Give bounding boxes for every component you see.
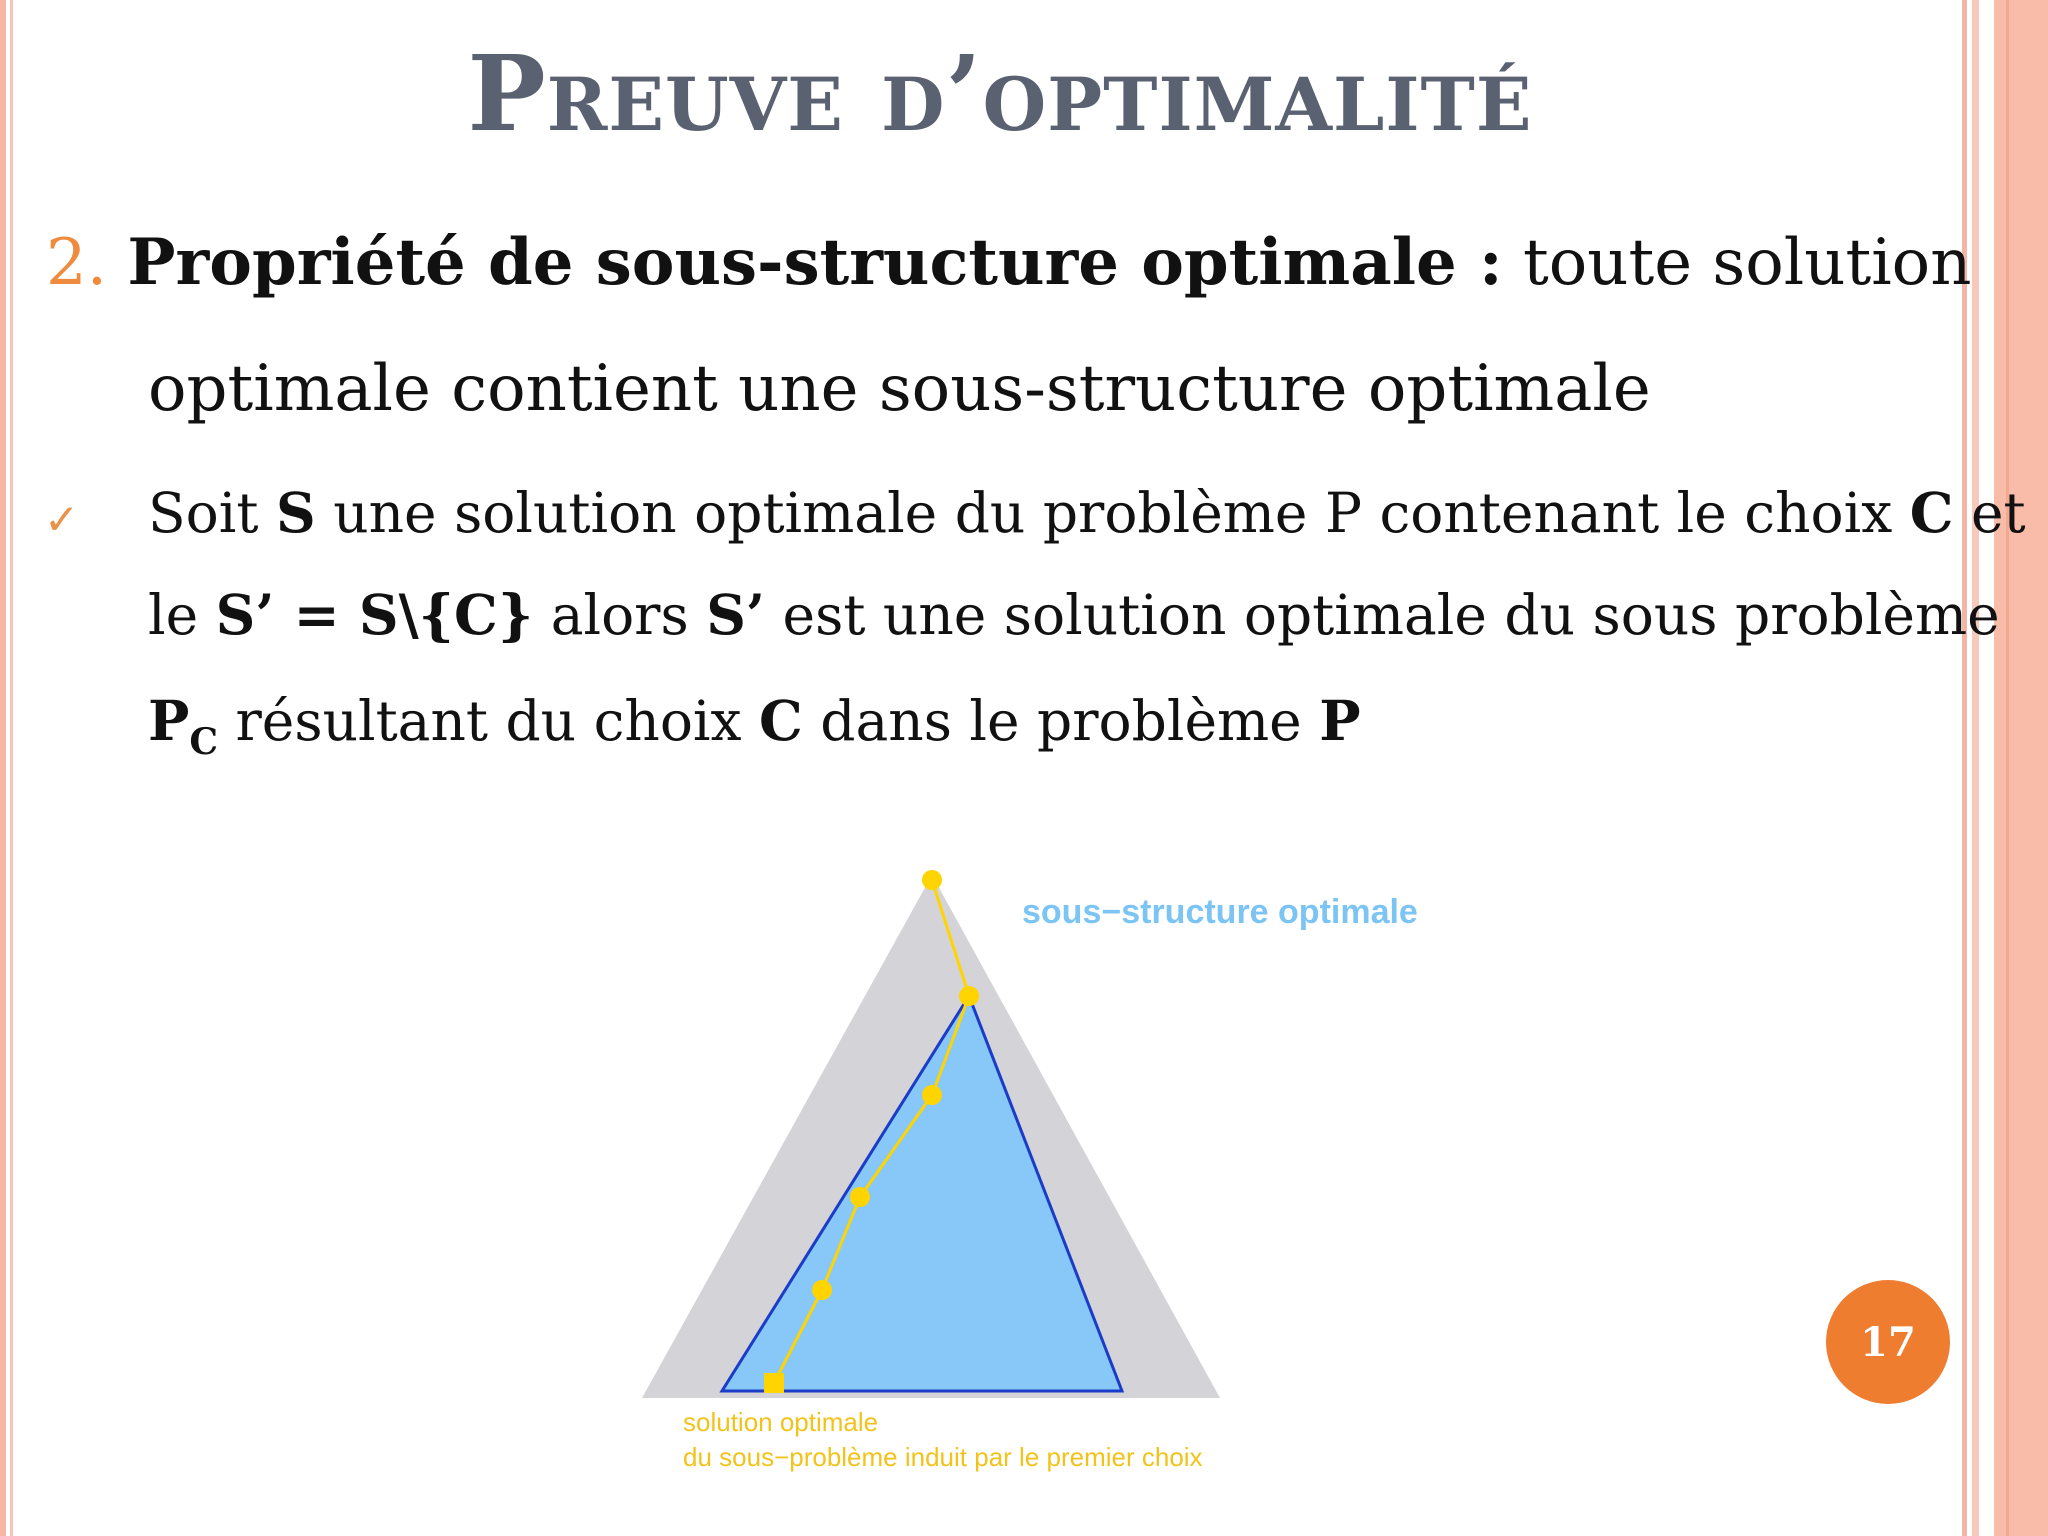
solution-node (812, 1280, 832, 1300)
formula: S’ = S\{C} (215, 582, 534, 647)
label-substructure: sous−structure optimale (1022, 893, 1418, 931)
slide-title: Preuve d’optimalité (467, 32, 1533, 155)
section-heading-line2: optimale contient une sous-structure optimale (148, 352, 1651, 426)
symbol-p: P (1319, 688, 1361, 753)
section-number: 2. (46, 226, 108, 300)
solution-node (922, 1085, 942, 1105)
checkmark-icon: ✓ (44, 495, 80, 544)
text: une solution optimale du problème P contenant le choix (333, 481, 1893, 545)
text: et (1970, 481, 2026, 545)
page-number-badge: 17 (1826, 1280, 1950, 1404)
solution-node (850, 1187, 870, 1207)
section-heading-bold: Propriété de sous-structure optimale : (127, 225, 1503, 300)
label-sous-probleme: du sous−problème induit par le premier choix (683, 1442, 1203, 1472)
symbol-c: C (1909, 480, 1954, 545)
text: alors (550, 583, 689, 647)
solution-end-node (764, 1373, 784, 1393)
left-border-line (10, 0, 13, 1536)
symbol-p: P (148, 688, 190, 753)
right-border-line (1972, 0, 1979, 1536)
solution-node (922, 870, 942, 890)
paragraph-line-3 (148, 688, 1940, 763)
right-border-band-line (2006, 0, 2009, 1536)
label-solution-optimale: solution optimale (683, 1407, 879, 1437)
text: dans le problème (820, 689, 1302, 753)
section-heading-rest: toute solution (1523, 226, 1972, 300)
symbol-s-prime: S’ (706, 582, 766, 647)
right-border-band (1994, 0, 2048, 1536)
section-heading (46, 225, 1972, 300)
text: le (148, 583, 199, 647)
solution-node (959, 986, 979, 1006)
symbol-c: C (759, 688, 803, 753)
substructure-diagram (630, 855, 1418, 1475)
text: Soit (148, 481, 259, 545)
symbol-s: S (275, 480, 316, 545)
paragraph-line-1 (148, 480, 2026, 545)
text: résultant du choix (235, 689, 742, 753)
subscript-c: C (189, 721, 219, 763)
left-border-stripe (0, 0, 6, 1536)
paragraph-line-2 (148, 582, 2000, 647)
text: est une solution optimale du sous problème (782, 583, 2000, 647)
